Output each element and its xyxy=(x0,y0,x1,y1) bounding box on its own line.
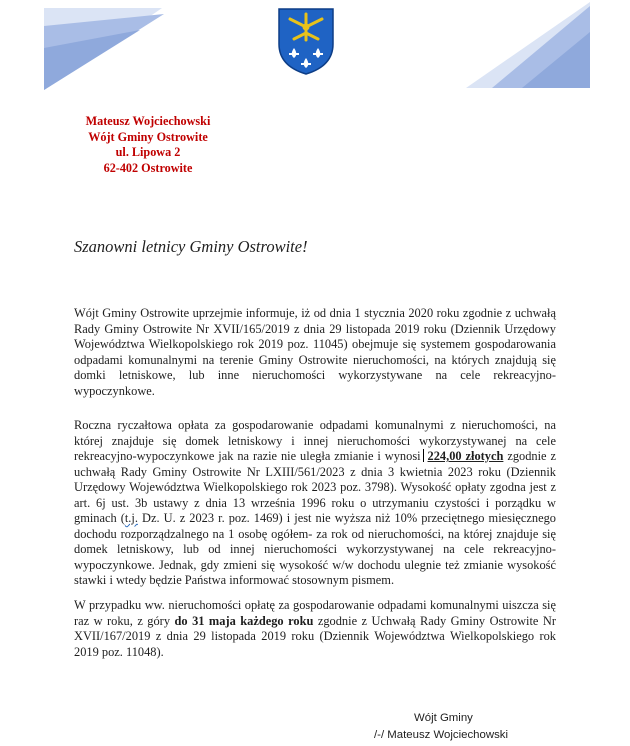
greeting-heading: Szanowni letnicy Gminy Ostrowite! xyxy=(74,237,308,256)
sender-city: 62-402 Ostrowite xyxy=(103,160,193,175)
corner-decoration-left xyxy=(44,8,164,90)
payment-deadline: do 31 maja każdego roku xyxy=(174,613,314,628)
fee-text-start: Roczna ryczałtowa opłata za gospodarowanie odpadami komunalnymi z nieruchomości, na której znajduje się domek letniskowy i innej nieruchomości wykorzystywanej na cele rekreacyjno-wypoczynkowe jak na razie nie uległa zmianie i wynosi xyxy=(74,418,556,463)
payment-text-end: zgodnie z Uchwałą Rady Gminy Ostrowite Nr XVII/167/2019 z dnia 29 listopada 2019 roku (Dziennik Województwa Wielkopolskiego rok 2019 poz. 11048). xyxy=(74,613,556,659)
spellcheck-word: t.j. xyxy=(124,511,138,525)
paragraph-introduction: Wójt Gminy Ostrowite uprzejmie informuje, iż od dnia 1 stycznia 2020 roku zgodnie z uchwałą Rady Gminy Ostrowite Nr XVII/165/2019 z dnia 29 listopada 2019 roku (Dziennik Urzędowy Województwa Wielkopolskiego rok 2019 poz. 11045) obejmuje się systemem gospodarowania odpadami komunalnymi na terenie Gminy Ostrowite nieruchomości, na których znajdują się domki letniskowe, lub inne nieruchomości wykorzystywane na cele rekreacyjno-wypoczynkowe. xyxy=(74,306,556,398)
fee-text-end: Dz. U. z 2023 r. poz. 1469) i jest nie wyższa niż 10% przeciętnego miesięcznego dochodu rozporządzalnego na 1 osobę ogółem- za rok od nieruchomości, na której znajduje się domek letniskowy, lub od innej nieruchomości wykorzystywanej na cele rekreacyjno-wypoczynkowe. Jednak, gdy zmieni się wysokość w/w dochodu ulegnie też zmianie wysokość stawki i wtedy będzie Państwa informować stosownym pismem. xyxy=(74,511,556,587)
sender-address-block xyxy=(68,114,228,176)
fee-amount: 224,00 złotych xyxy=(427,449,504,463)
coat-of-arms-icon xyxy=(276,6,336,76)
signature-block xyxy=(374,710,524,744)
payment-text-start: W przypadku ww. nieruchomości opłatę za gospodarowanie odpadami komunalnymi uiszcza się raz w roku, z góry xyxy=(74,598,556,628)
text-cursor xyxy=(423,449,424,462)
paragraph-annual-fee xyxy=(74,418,556,589)
corner-decoration-right xyxy=(462,2,590,88)
sender-street: ul. Lipowa 2 xyxy=(115,145,181,159)
fee-text-legal-basis: zgodnie z uchwałą Rady Gminy Ostrowite Nr LXIII/561/2023 z dnia 3 kwietnia 2023 roku (Dziennik Urzędowy Województwa Wielkopolskiego rok 2023 poz. 3798). Wysokość opłaty zgodna jest z art. 6j ust. 3b ustawy z dnia 13 września 1996 roku o utrzymaniu czystości i porządku w gminach ( xyxy=(74,449,556,525)
sender-role: Wójt Gminy Ostrowite xyxy=(88,129,208,144)
signature-name: /-/ Mateusz Wojciechowski xyxy=(374,729,508,741)
signature-title: Wójt Gminy xyxy=(414,712,473,724)
paragraph-payment-deadline xyxy=(74,598,556,660)
sender-name: Mateusz Wojciechowski xyxy=(85,114,211,128)
